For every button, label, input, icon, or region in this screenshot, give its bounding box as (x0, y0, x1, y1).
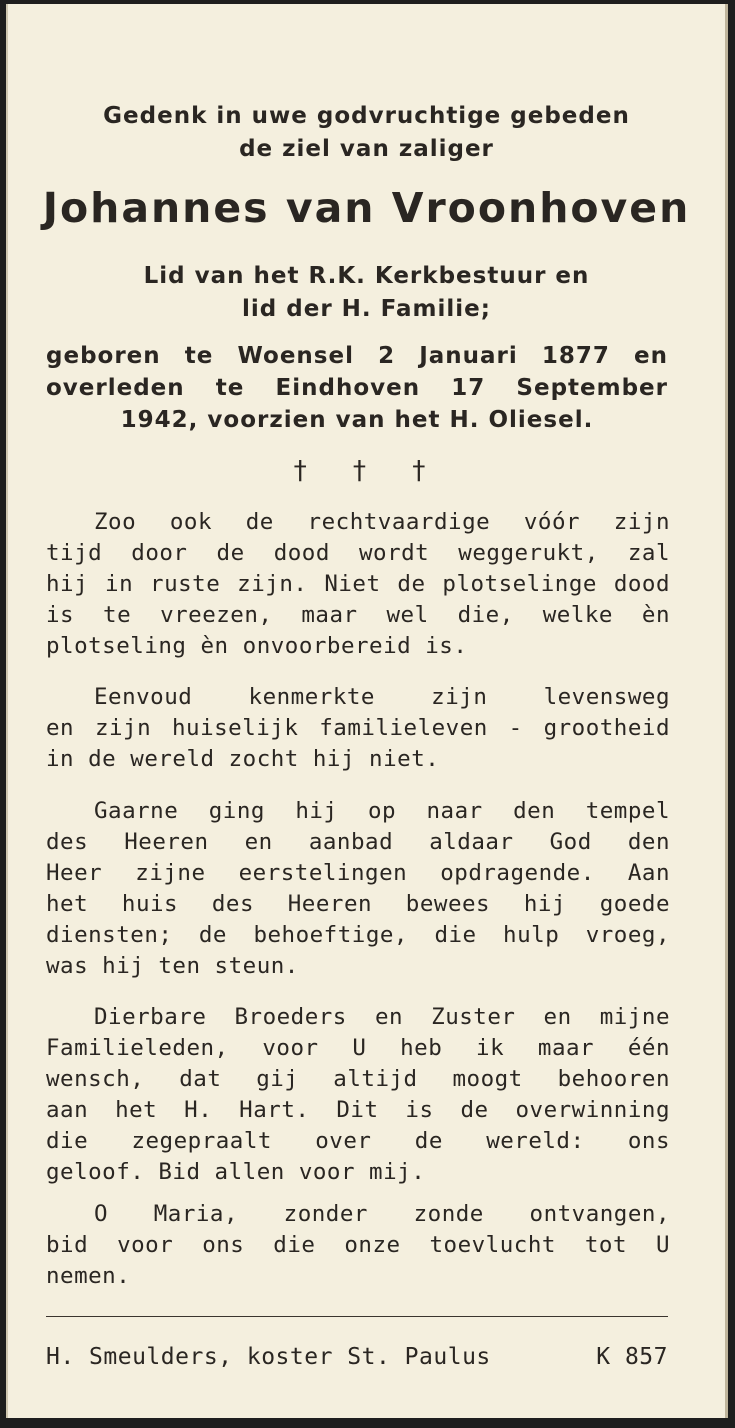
paragraph-line: Dierbare Broeders en Zuster en mijne (94, 1004, 670, 1030)
dates-line-2: overleden te Eindhoven 17 September (46, 375, 668, 401)
memorial-card (6, 4, 728, 1418)
paragraph-line: was hij ten steun. (46, 953, 299, 979)
three-crosses-icon: † † † (292, 456, 441, 486)
paragraph-line: wensch, dat gij altijd moogt behooren (46, 1066, 670, 1092)
paragraph-line: plotseling èn onvoorbereid is. (46, 633, 468, 659)
paragraph-line: Familieleden, voor U heb ik maar één (46, 1035, 670, 1061)
paragraph-line: in de wereld zocht hij niet. (46, 746, 440, 772)
paragraph-1 (46, 507, 670, 662)
printer-credit: H. Smeulders, koster St. Paulus (46, 1344, 491, 1370)
paragraph-line: is te vreezen, maar wel die, welke èn (46, 602, 670, 628)
paragraph-line: des Heeren en aanbad aldaar God den (46, 829, 670, 855)
paragraph-line: Eenvoud kenmerkte zijn levensweg (94, 684, 670, 710)
paragraph-line: aan het H. Hart. Dit is de overwinning (46, 1097, 670, 1123)
deceased-name: Johannes van Vroonhoven (42, 184, 691, 232)
paragraph-4 (46, 1002, 670, 1188)
membership-line-2: lid der H. Familie; (242, 296, 491, 322)
paragraph-line: het huis des Heeren bewees hij goede (46, 891, 670, 917)
card-code: K 857 (596, 1344, 668, 1370)
paragraph-line: Heer zijne eerstelingen opdragende. Aan (46, 860, 670, 886)
intro-text (8, 100, 725, 166)
paragraph-line: hij in ruste zijn. Niet de plotselinge dood (46, 571, 670, 597)
footer-divider (46, 1316, 668, 1317)
paragraph-line: en zijn huiselijk familieleven - grootheid (46, 715, 670, 741)
footer (46, 1344, 668, 1370)
paragraph-line: geloof. Bid allen voor mij. (46, 1159, 426, 1185)
membership-text (8, 260, 725, 326)
paragraph-2 (46, 682, 670, 775)
dates-line-1: geboren te Woensel 2 Januari 1877 en (46, 343, 668, 369)
paragraph-line: O Maria, zonder zonde ontvangen, (94, 1201, 670, 1227)
intro-line-2: de ziel van zaliger (239, 136, 494, 162)
dates-line-3: 1942, voorzien van het H. Oliesel. (120, 407, 594, 433)
paragraph-5-prayer (46, 1199, 670, 1292)
paragraph-3 (46, 796, 670, 982)
intro-line-1: Gedenk in uwe godvruchtige gebeden (103, 103, 630, 129)
paragraph-line: Gaarne ging hij op naar den tempel (94, 798, 670, 824)
paragraph-line: diensten; de behoeftige, die hulp vroeg, (46, 922, 670, 948)
paragraph-line: bid voor ons die onze toevlucht tot U (46, 1232, 670, 1258)
membership-line-1: Lid van het R.K. Kerkbestuur en (143, 263, 590, 289)
paragraph-line: tijd door de dood wordt weggerukt, zal (46, 540, 670, 566)
paragraph-line: die zegepraalt over de wereld: ons (46, 1128, 670, 1154)
birth-death-dates (46, 340, 668, 436)
paragraph-line: Zoo ook de rechtvaardige vóór zijn (94, 509, 670, 535)
paragraph-line: nemen. (46, 1263, 131, 1289)
